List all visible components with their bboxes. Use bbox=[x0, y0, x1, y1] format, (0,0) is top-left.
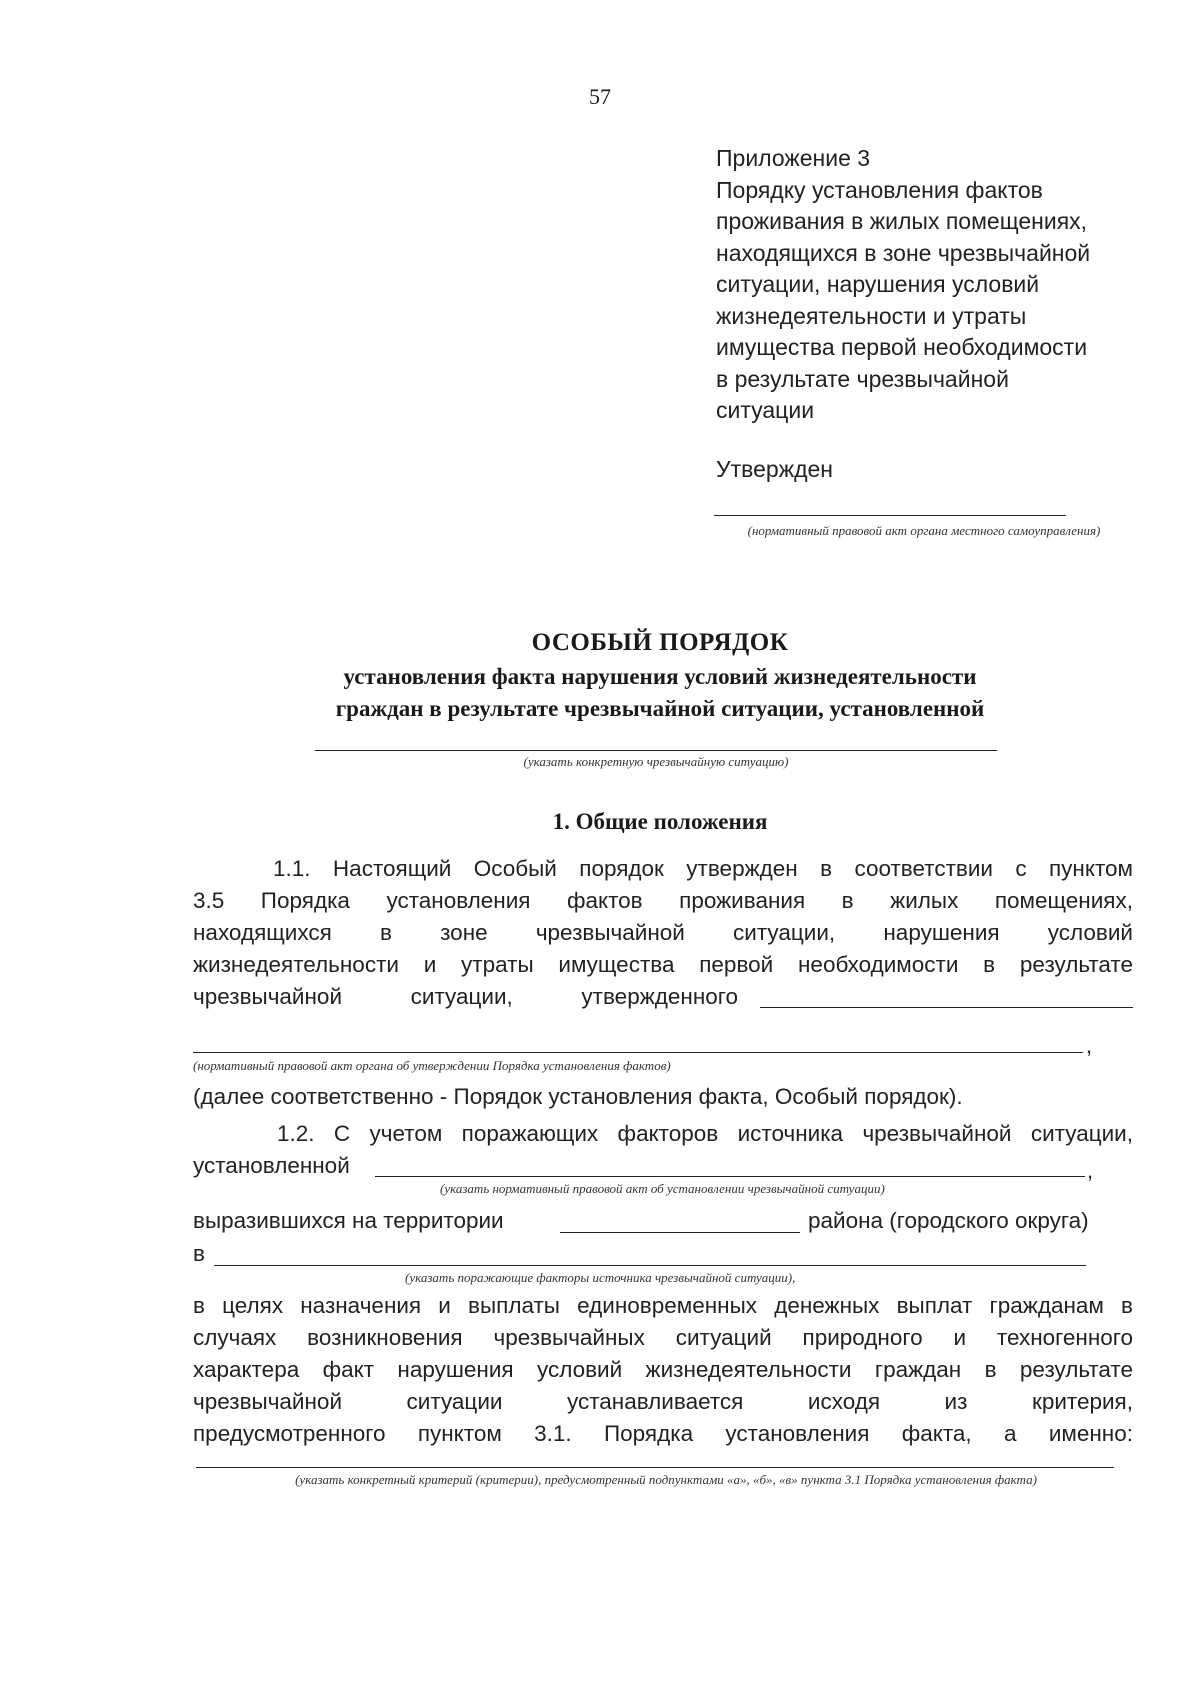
p1-line-3: находящихся в зоне чрезвычайной ситуации, нарушения условий bbox=[193, 920, 1133, 945]
appendix-line: Порядку установления фактов bbox=[716, 176, 1043, 203]
appendix-line: проживания в жилых помещениях, bbox=[716, 208, 1088, 234]
appendix-line: находящихся в зоне чрезвычайной bbox=[716, 239, 1091, 266]
appendix-block bbox=[716, 143, 1156, 427]
emergency-blank-line bbox=[315, 750, 997, 751]
p2-line-7: характера факт нарушения условий жизнедеятельности граждан в результате bbox=[193, 1357, 1133, 1382]
p2-blank-line-1 bbox=[375, 1176, 1085, 1177]
approved-label: Утвержден bbox=[716, 456, 833, 482]
appendix-line: ситуации, нарушения условий bbox=[716, 271, 1040, 297]
p2-caption-3: (указать конкретный критерий (критерии), предусмотренный подпунктами «а», «б», «в» пункта 3.1 Порядка установления факта) bbox=[295, 1472, 1037, 1487]
p2-caption-2: (указать поражающие факторы источника чрезвычайной ситуации), bbox=[405, 1270, 796, 1285]
p2-blank-line-2 bbox=[214, 1265, 1086, 1266]
p1-line-2: 3.5 Порядка установления фактов проживания в жилых помещениях, bbox=[193, 888, 1133, 913]
approved-caption: (нормативный правовой акт органа местного самоуправления) bbox=[747, 523, 1101, 538]
p2-line-3b: района (городского округа) bbox=[808, 1208, 1089, 1233]
appendix-line: имущества первой необходимости bbox=[716, 334, 1088, 360]
p1-line-4: жизнедеятельности и утраты имущества первой необходимости в результате bbox=[193, 952, 1133, 977]
subtitle-caption: (указать конкретную чрезвычайную ситуацию) bbox=[523, 754, 789, 769]
appendix-line: жизнедеятельности и утраты bbox=[716, 302, 1027, 329]
p2-blank-line-3 bbox=[196, 1467, 1114, 1468]
appendix-line: ситуации bbox=[716, 397, 815, 423]
p2-comma: , bbox=[1087, 1158, 1094, 1183]
p2-line-6: случаях возникновения чрезвычайных ситуаций природного и техногенного bbox=[193, 1325, 1133, 1350]
document-title: ОСОБЫЙ ПОРЯДОК bbox=[531, 629, 789, 656]
p2-line-9: предусмотренного пунктом 3.1. Порядка установления факта, а именно: bbox=[193, 1421, 1133, 1446]
document-subtitle-line-1: установления факта нарушения условий жизнедеятельности bbox=[343, 664, 977, 689]
page-number: 57 bbox=[589, 84, 611, 109]
p1-caption: (нормативный правовой акт органа об утверждении Порядка установления фактов) bbox=[193, 1058, 671, 1073]
appendix-line: Приложение 3 bbox=[716, 145, 871, 171]
approval-blank-line bbox=[714, 515, 1066, 516]
p2-line-1: 1.2. С учетом поражающих факторов источника чрезвычайной ситуации, bbox=[277, 1121, 1133, 1146]
p2-line-5: в целях назначения и выплаты единовременных денежных выплат гражданам в bbox=[193, 1293, 1133, 1318]
p1-line-1: 1.1. Настоящий Особый порядок утвержден в соответствии с пунктом bbox=[273, 856, 1133, 881]
p2-line-4: в bbox=[193, 1241, 205, 1266]
p2-line-3a: выразившихся на территории bbox=[193, 1208, 504, 1233]
p2-line-2: установленной bbox=[193, 1153, 350, 1178]
p2-line-8: чрезвычайной ситуации устанавливается исходя из критерия, bbox=[193, 1389, 1133, 1414]
p1-line-5: чрезвычайной ситуации, утвержденного bbox=[193, 984, 738, 1009]
p1-blank-line-2 bbox=[193, 1052, 1083, 1053]
section-heading: 1. Общие положения bbox=[552, 809, 768, 834]
appendix-line: в результате чрезвычайной bbox=[716, 365, 1009, 392]
p2-caption-1: (указать нормативный правовой акт об установлении чрезвычайной ситуации) bbox=[440, 1181, 885, 1196]
p1-comma: , bbox=[1086, 1033, 1093, 1058]
p1-line-6: (далее соответственно - Порядок установления факта, Особый порядок). bbox=[193, 1084, 963, 1109]
p2-blank-territory bbox=[560, 1232, 800, 1233]
document-subtitle-line-2: граждан в результате чрезвычайной ситуации, установленной bbox=[335, 696, 985, 721]
p1-blank-line-1 bbox=[760, 1007, 1133, 1008]
